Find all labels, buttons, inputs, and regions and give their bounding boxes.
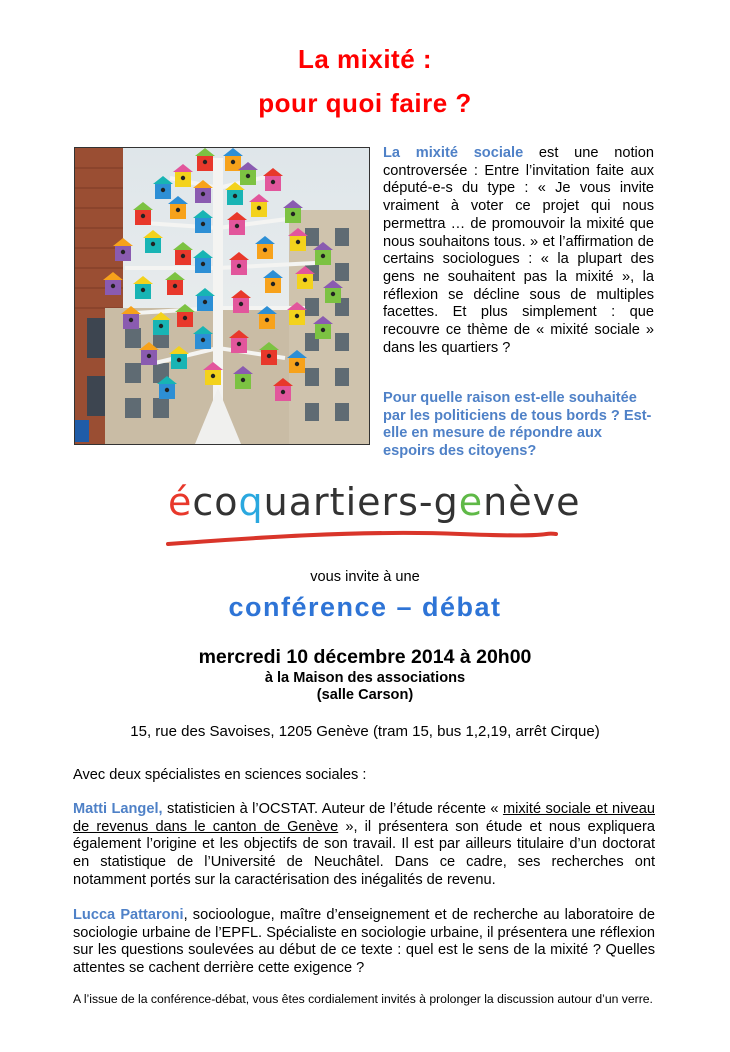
study-title-link: mixité sociale et niveau de revenus dans le canton de Genève [73,801,655,835]
speakers-intro: Avec deux spécialistes en sciences sociales : [73,767,367,783]
speaker-1-text-a: statisticien à l’OCSTAT. Auteur de l’étude récente « [162,801,503,817]
intro-paragraph [383,145,654,357]
logo-letters-4: e [458,480,484,524]
logo-letters-3: uartiers-g [263,480,459,524]
intro-text: est une notion controversée : Entre l’invitation faite aux député-e-s du type : « Je vous invite vraiment à voter ce projet qui nous permettra … de promouvoir la mixité que nous souhaitons tous. » et l’affirmation de certains sociologues : « la plupart des gens ne souhaitent pas la mixité », la réflexion se décline sous de multiples facettes. Et plus simplement : que recouvre ce thème de « mixité sociale » dans les quartiers ? [383,145,654,356]
title-line-2: pour quoi faire ? [258,88,472,118]
birdhouse-tree-photo [74,147,370,445]
logo-letters-1: co [192,480,239,524]
logo-letters-0: é [168,480,193,524]
closing-note: A l’issue de la conférence-débat, vous êtes cordialement invités à prolonger la discussion autour d’un verre. [73,992,653,1006]
event-place-line-1: à la Maison des associations [264,670,466,686]
speaker-1-paragraph [73,801,655,890]
ecoquartiers-logo [160,480,581,555]
event-place [0,670,730,704]
questions-paragraph: Pour quelle raison est-elle souhaitée par les politiciens de tous bords ? Est-elle en mesure de répondre aux espoirs des citoyens? [383,390,652,460]
event-date: mercredi 10 décembre 2014 à 20h00 [198,646,532,668]
speaker-2-text: , socioologue, maître d’enseignement et de recherche au laboratoire de sociologie urbaine de l’EPFL. Spécialiste en sociologie urbaine, il présentera une réflexion sur les questions soulevées au début de ce texte : quel est le sens de la mixité ? Quelles attentes se cachent derrière cette exigence ? [73,907,655,977]
logo-letters-5: nève [483,480,581,524]
intro-lead: La mixité sociale [383,145,524,161]
event-address: 15, rue des Savoises, 1205 Genève (tram 15, bus 1,2,19, arrêt Cirque) [130,723,600,740]
speaker-2-name: Lucca Pattaroni [73,907,184,923]
event-type-heading: conférence – débat [228,592,502,622]
logo-letters-2: q [238,480,264,524]
speaker-1-text-b: », il présentera son étude et nous expliquera également l’origine et les objectifs de son travail. Il est par ailleurs titulaire d’un doctorat en statistique de l’Université de Neuchâtel. Dans ce cadre, ses recherches ont notamment portés sur la caractérisation des inégalités de revenu. [73,818,655,888]
speaker-1-name: Matti Langel, [73,801,163,817]
event-place-line-2: (salle Carson) [316,687,414,703]
speaker-2-paragraph [73,907,655,978]
title-line-1: La mixité : [297,44,433,74]
invite-text: vous invite à une [310,569,420,585]
